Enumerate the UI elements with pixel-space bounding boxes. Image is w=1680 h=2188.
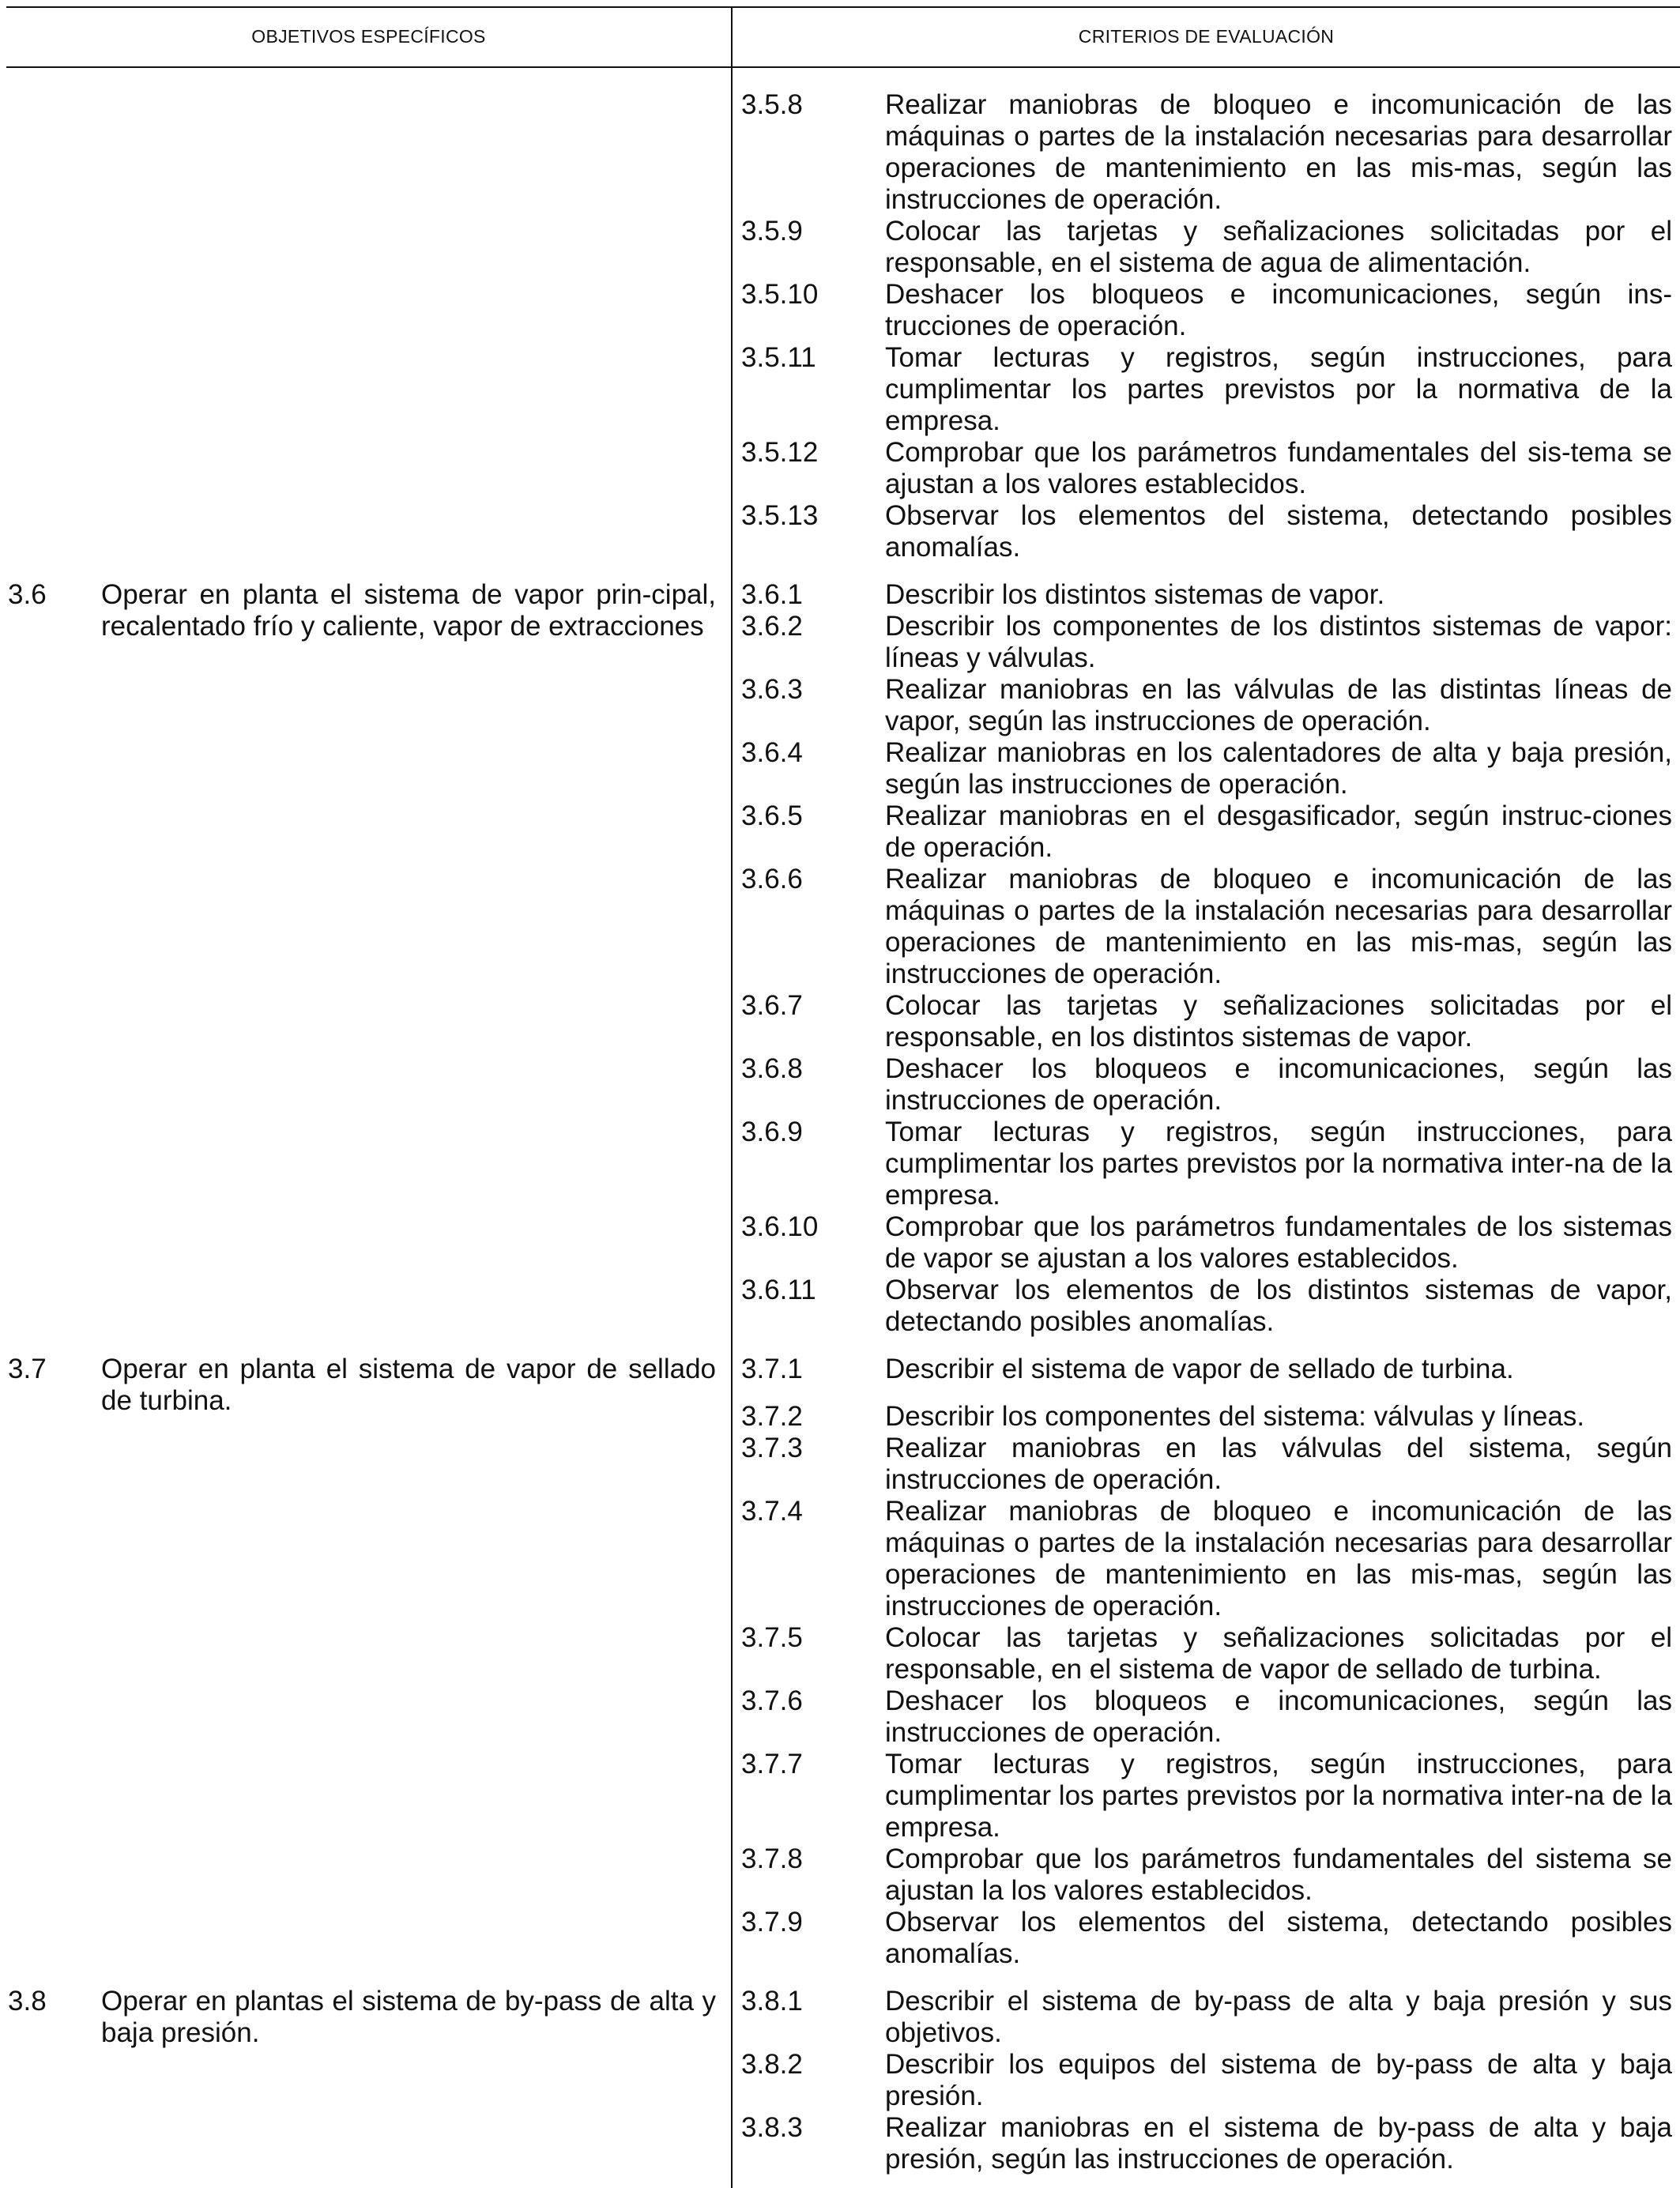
criterion-item [736, 500, 1672, 563]
criteria-cell [736, 1986, 1672, 2175]
criterion-text: Realizar maniobras de bloqueo e incomunicación de las máquinas o partes de la instalación necesarias para desarrollar operaciones de mantenimiento en las mis-mas, según las instrucciones de operación. [885, 1496, 1672, 1621]
criterion-text: Realizar maniobras en los calentadores de alta y baja presión, según las instrucciones de operación. [885, 737, 1672, 800]
criterion-item [736, 674, 1672, 737]
criterion-text: Realizar maniobras de bloqueo e incomunicación de las máquinas o partes de la instalación necesarias para desarrollar operaciones de mantenimiento en las mis-mas, según las instrucciones de operación. [885, 864, 1672, 989]
criterion-text: Describir los componentes de los distintos sistemas de vapor: líneas y válvulas. [885, 611, 1672, 673]
criterion-item [736, 611, 1672, 674]
objective-text: Operar en plantas el sistema de by-pass de alta y baja presión. [101, 1986, 716, 2048]
criterion-item [736, 1433, 1672, 1496]
criterion-text: Observar los elementos de los distintos sistemas de vapor, detectando posibles anomalías. [885, 1275, 1672, 1337]
criterion-item [736, 1117, 1672, 1211]
criterion-text: Realizar maniobras de bloqueo e incomunicación de las máquinas o partes de la instalación necesarias para desarrollar operaciones de mantenimiento en las mis-mas, según las instrucciones de operación. [885, 89, 1672, 215]
criterion-number: 3.5.10 [741, 279, 819, 310]
criterion-item [736, 437, 1672, 500]
criterion-number: 3.7.8 [741, 1843, 803, 1874]
criterion-number: 3.7.1 [741, 1354, 803, 1384]
criterion-number: 3.6.7 [741, 990, 803, 1021]
objective-cell [0, 1354, 727, 1417]
criterion-item [736, 1496, 1672, 1622]
criterion-number: 3.5.9 [741, 216, 803, 247]
table-row [0, 89, 1680, 563]
criterion-item [736, 1685, 1672, 1749]
criterion-text: Colocar las tarjetas y señalizaciones solicitadas por el responsable, en los distintos sistemas de vapor. [885, 990, 1672, 1053]
objective-cell [0, 1986, 727, 2049]
criterion-text: Comprobar que los parámetros fundamentales de los sistemas de vapor se ajustan a los valores establecidos. [885, 1211, 1672, 1274]
criteria-cell [736, 89, 1672, 563]
criterion-text: Observar los elementos del sistema, detectando posibles anomalías. [885, 1907, 1672, 1969]
criterion-number: 3.6.10 [741, 1211, 819, 1242]
criterion-text: Deshacer los bloqueos e incomunicaciones, según ins-trucciones de operación. [885, 279, 1672, 341]
criterion-item [736, 1843, 1672, 1907]
criterion-item [736, 1986, 1672, 2049]
objective-number: 3.6 [8, 579, 47, 610]
criteria-cell [736, 579, 1672, 1338]
column-header-objectives: OBJETIVOS ESPECÍFICOS [251, 25, 486, 47]
objective-number: 3.7 [8, 1354, 47, 1384]
criterion-number: 3.6.2 [741, 611, 803, 642]
criterion-text: Describir los componentes del sistema: válvulas y líneas. [885, 1401, 1585, 1432]
criterion-text: Realizar maniobras en las válvulas del sistema, según instrucciones de operación. [885, 1433, 1672, 1495]
criterion-text: Describir los equipos del sistema de by-pass de alta y baja presión. [885, 2049, 1672, 2111]
criterion-item [736, 579, 1672, 611]
criterion-text: Comprobar que los parámetros fundamentales del sistema se ajustan la los valores establecidos. [885, 1843, 1672, 1906]
criterion-text: Describir los distintos sistemas de vapor. [885, 579, 1385, 610]
criterion-item [736, 2049, 1672, 2112]
criterion-item [736, 800, 1672, 864]
criterion-number: 3.8.2 [741, 2049, 803, 2080]
criterion-item [736, 1275, 1672, 1338]
criterion-item [736, 1622, 1672, 1685]
criterion-number: 3.6.5 [741, 800, 803, 831]
table-row [0, 1354, 1680, 1970]
criterion-text: Deshacer los bloqueos e incomunicaciones, según las instrucciones de operación. [885, 1685, 1672, 1748]
criterion-item [736, 2112, 1672, 2175]
column-header-criteria: CRITERIOS DE EVALUACIÓN [1078, 25, 1335, 47]
criterion-item [736, 1907, 1672, 1970]
table-body [0, 89, 1680, 2175]
objective-number: 3.8 [8, 1986, 47, 2017]
criterion-number: 3.5.8 [741, 89, 803, 120]
criterion-text: Comprobar que los parámetros fundamentales del sis-tema se ajustan a los valores establecidos. [885, 437, 1672, 499]
criterion-number: 3.6.6 [741, 864, 803, 894]
criterion-number: 3.6.11 [741, 1275, 816, 1305]
criterion-item [736, 990, 1672, 1053]
criterion-text: Realizar maniobras en las válvulas de las distintas líneas de vapor, según las instrucciones de operación. [885, 674, 1672, 736]
criterion-item [736, 89, 1672, 216]
criterion-number: 3.8.1 [741, 1986, 803, 2017]
table-row [0, 1986, 1680, 2175]
table-row [0, 579, 1680, 1338]
criterion-number: 3.7.6 [741, 1685, 803, 1716]
criterion-text: Tomar lecturas y registros, según instrucciones, para cumplimentar los partes previstos por la normativa de la empresa. [885, 342, 1672, 436]
objective-cell [0, 579, 727, 642]
criterion-item [736, 1053, 1672, 1117]
criterion-text: Colocar las tarjetas y señalizaciones solicitadas por el responsable, en el sistema de vapor de sellado de turbina. [885, 1622, 1672, 1685]
criterion-number: 3.7.2 [741, 1401, 803, 1432]
criterion-number: 3.6.3 [741, 674, 803, 705]
criterion-number: 3.7.3 [741, 1433, 803, 1463]
criterion-item [736, 279, 1672, 342]
criterion-item [736, 1211, 1672, 1275]
criterion-text: Observar los elementos del sistema, detectando posibles anomalías. [885, 500, 1672, 563]
criterion-item [736, 1749, 1672, 1843]
criterion-number: 3.6.9 [741, 1117, 803, 1147]
objective-text: Operar en planta el sistema de vapor prin-cipal, recalentado frío y caliente, vapor de extracciones [101, 579, 716, 642]
criterion-text: Tomar lecturas y registros, según instrucciones, para cumplimentar los partes previstos por la normativa inter-na de la empresa. [885, 1117, 1672, 1211]
criterion-text: Describir el sistema de by-pass de alta y baja presión y sus objetivos. [885, 1986, 1672, 2048]
criterion-number: 3.7.9 [741, 1907, 803, 1938]
criterion-text: Describir el sistema de vapor de sellado de turbina. [885, 1354, 1514, 1384]
criterion-text: Colocar las tarjetas y señalizaciones solicitadas por el responsable, en el sistema de agua de alimentación. [885, 216, 1672, 278]
criterion-item [736, 216, 1672, 279]
criterion-number: 3.6.8 [741, 1053, 803, 1084]
criterion-item [736, 737, 1672, 800]
criterion-text: Tomar lecturas y registros, según instrucciones, para cumplimentar los partes previstos por la normativa inter-na de la empresa. [885, 1749, 1672, 1843]
criteria-cell [736, 1354, 1672, 1970]
objective-text: Operar en planta el sistema de vapor de sellado de turbina. [101, 1354, 716, 1416]
criterion-item [736, 864, 1672, 990]
criterion-number: 3.5.12 [741, 437, 819, 468]
criterion-text: Realizar maniobras en el desgasificador, según instruc-ciones de operación. [885, 800, 1672, 863]
criterion-item [736, 1354, 1672, 1385]
criterion-number: 3.5.13 [741, 500, 819, 531]
criterion-number: 3.8.3 [741, 2112, 803, 2143]
criterion-number: 3.7.7 [741, 1749, 803, 1779]
criterion-number: 3.5.11 [741, 342, 816, 373]
criterion-text: Realizar maniobras en el sistema de by-pass de alta y baja presión, según las instrucciones de operación. [885, 2112, 1672, 2175]
criterion-item [736, 1401, 1672, 1433]
criterion-number: 3.7.5 [741, 1622, 803, 1653]
criterion-number: 3.6.1 [741, 579, 803, 610]
table-header-rule [6, 66, 1680, 68]
criterion-text: Deshacer los bloqueos e incomunicaciones, según las instrucciones de operación. [885, 1053, 1672, 1116]
criterion-item [736, 342, 1672, 437]
criterion-number: 3.6.4 [741, 737, 803, 768]
criterion-number: 3.7.4 [741, 1496, 803, 1527]
